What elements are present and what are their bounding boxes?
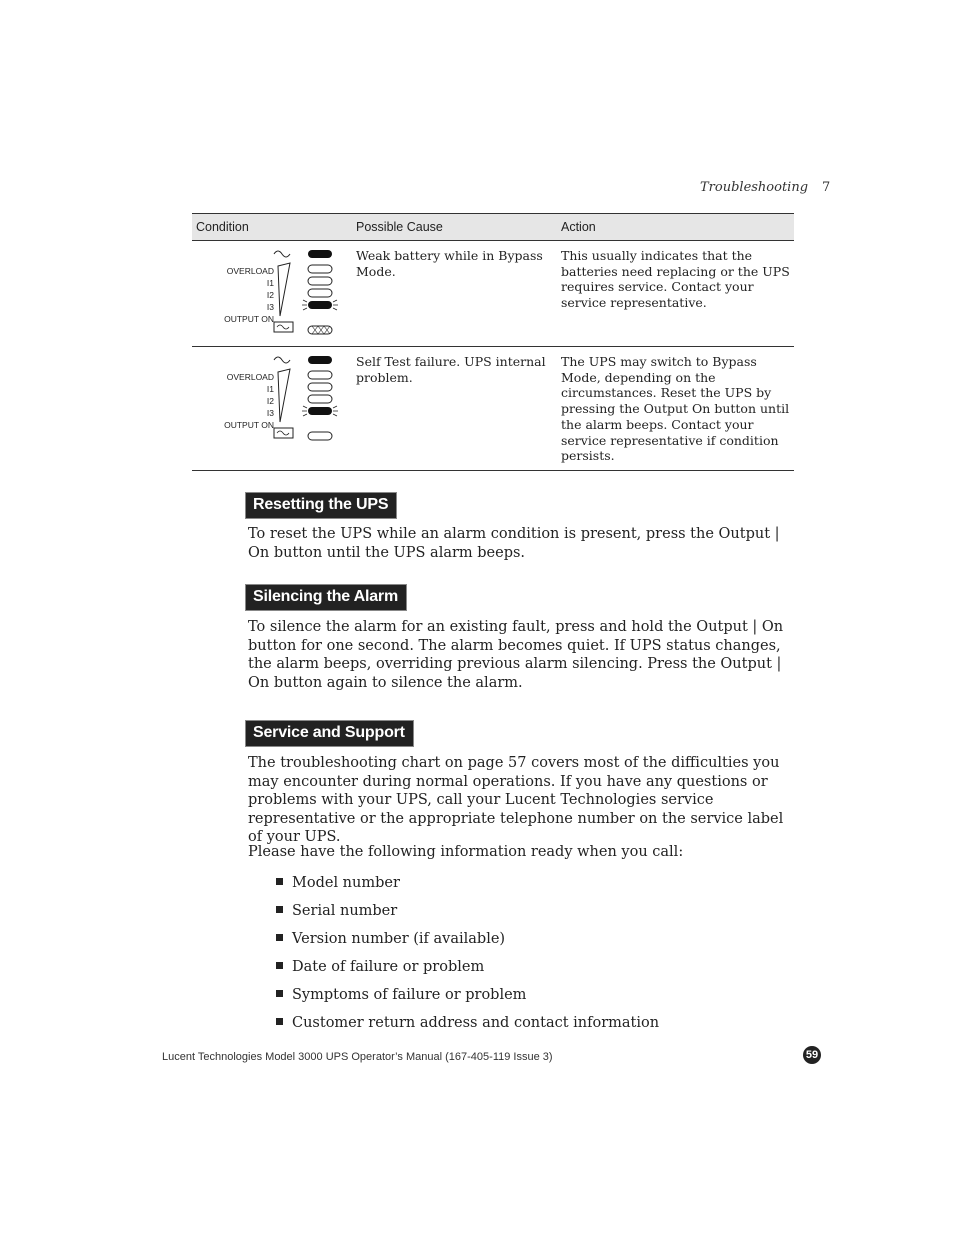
footer-text: Lucent Technologies Model 3000 UPS Operator’s Manual (167-405-119 Issue 3): [162, 1051, 553, 1063]
led-off-icon: [308, 265, 332, 273]
led-lit-icon: [308, 356, 332, 364]
label-i3: I3: [266, 302, 274, 312]
label-i3: I3: [266, 408, 274, 418]
led-off-icon: [308, 432, 332, 440]
page-number-badge: 59: [803, 1046, 821, 1064]
led-flashing-icon: [302, 300, 338, 310]
header-action: Action: [557, 214, 794, 241]
action-cell: This usually indicates that the batteries need replacing or the UPS requires service. Contact your service representative.: [557, 241, 794, 347]
led-off-icon: [308, 395, 332, 403]
silencing-body: To silence the alarm for an existing fault, press and hold the Output | On button for one second. The alarm becomes quiet. If UPS status changes, the alarm beeps, overriding previous alarm silencing. Press the Output | On button again to silence the alarm.: [248, 619, 784, 691]
table-row: [192, 347, 794, 471]
led-flashing-icon: [302, 406, 338, 416]
battery-icon: [274, 322, 293, 332]
bullet-square-icon: [276, 906, 283, 913]
heading-service-support: Service and Support: [246, 721, 413, 746]
running-head-section: Troubleshooting: [700, 180, 809, 195]
list-item: Version number (if available): [276, 929, 659, 957]
header-possible-cause: Possible Cause: [352, 214, 557, 241]
label-overload: OVERLOAD: [226, 266, 274, 276]
label-i1: I1: [266, 278, 274, 288]
heading-resetting-ups: Resetting the UPS: [246, 493, 396, 518]
ac-input-icon: [274, 357, 290, 363]
list-item: Customer return address and contact information: [276, 1013, 659, 1041]
cause-cell: Self Test failure. UPS internal problem.: [352, 347, 557, 471]
action-cell: The UPS may switch to Bypass Mode, depending on the circumstances. Reset the UPS by pressing the Output On button until the alarm beeps. Contact your service representative if condition persists.: [557, 347, 794, 471]
led-diagram: [272, 354, 342, 446]
led-lit-icon: [308, 250, 332, 258]
led-off-icon: [308, 371, 332, 379]
troubleshooting-table: [192, 213, 794, 471]
list-item: Symptoms of failure or problem: [276, 985, 659, 1013]
running-head: [700, 180, 830, 195]
list-item: Model number: [276, 873, 659, 901]
ac-input-icon: [274, 251, 290, 257]
bullet-square-icon: [276, 1018, 283, 1025]
bullet-square-icon: [276, 934, 283, 941]
table-row: [192, 241, 794, 347]
label-output-on: OUTPUT ON: [224, 314, 274, 324]
heading-silencing-alarm: Silencing the Alarm: [246, 585, 406, 610]
header-condition: Condition: [192, 214, 352, 241]
battery-icon: [274, 428, 293, 438]
cause-cell: Weak battery while in Bypass Mode.: [352, 241, 557, 347]
led-diagram: [272, 248, 342, 340]
indicator-panel: [196, 354, 346, 446]
service-body: The troubleshooting chart on page 57 covers most of the difficulties you may encounter during normal operations. If you have any questions or problems with your UPS, call your Lucent Technologies service representative or the appropriate telephone number on the service label of your UPS.: [248, 755, 784, 846]
bullet-square-icon: [276, 962, 283, 969]
condition-cell: [192, 347, 352, 471]
bullet-square-icon: [276, 990, 283, 997]
label-output-on: OUTPUT ON: [224, 420, 274, 430]
info-list: [276, 873, 659, 1041]
service-intro: Please have the following information ready when you call:: [248, 844, 684, 860]
running-head-chapter: 7: [822, 180, 831, 195]
resetting-body: To reset the UPS while an alarm condition is present, press the Output | On button until the UPS alarm beeps.: [248, 526, 780, 561]
led-off-icon: [308, 277, 332, 285]
list-item: Serial number: [276, 901, 659, 929]
label-overload: OVERLOAD: [226, 372, 274, 382]
list-item: Date of failure or problem: [276, 957, 659, 985]
label-i2: I2: [266, 396, 274, 406]
led-off-icon: [308, 383, 332, 391]
led-hatched-icon: [308, 326, 332, 334]
load-level-icon: [278, 263, 290, 316]
load-level-icon: [278, 369, 290, 422]
label-i2: I2: [266, 290, 274, 300]
bullet-square-icon: [276, 878, 283, 885]
table-header-row: [192, 214, 794, 241]
condition-cell: [192, 241, 352, 347]
indicator-panel: [196, 248, 346, 340]
label-i1: I1: [266, 384, 274, 394]
led-off-icon: [308, 289, 332, 297]
